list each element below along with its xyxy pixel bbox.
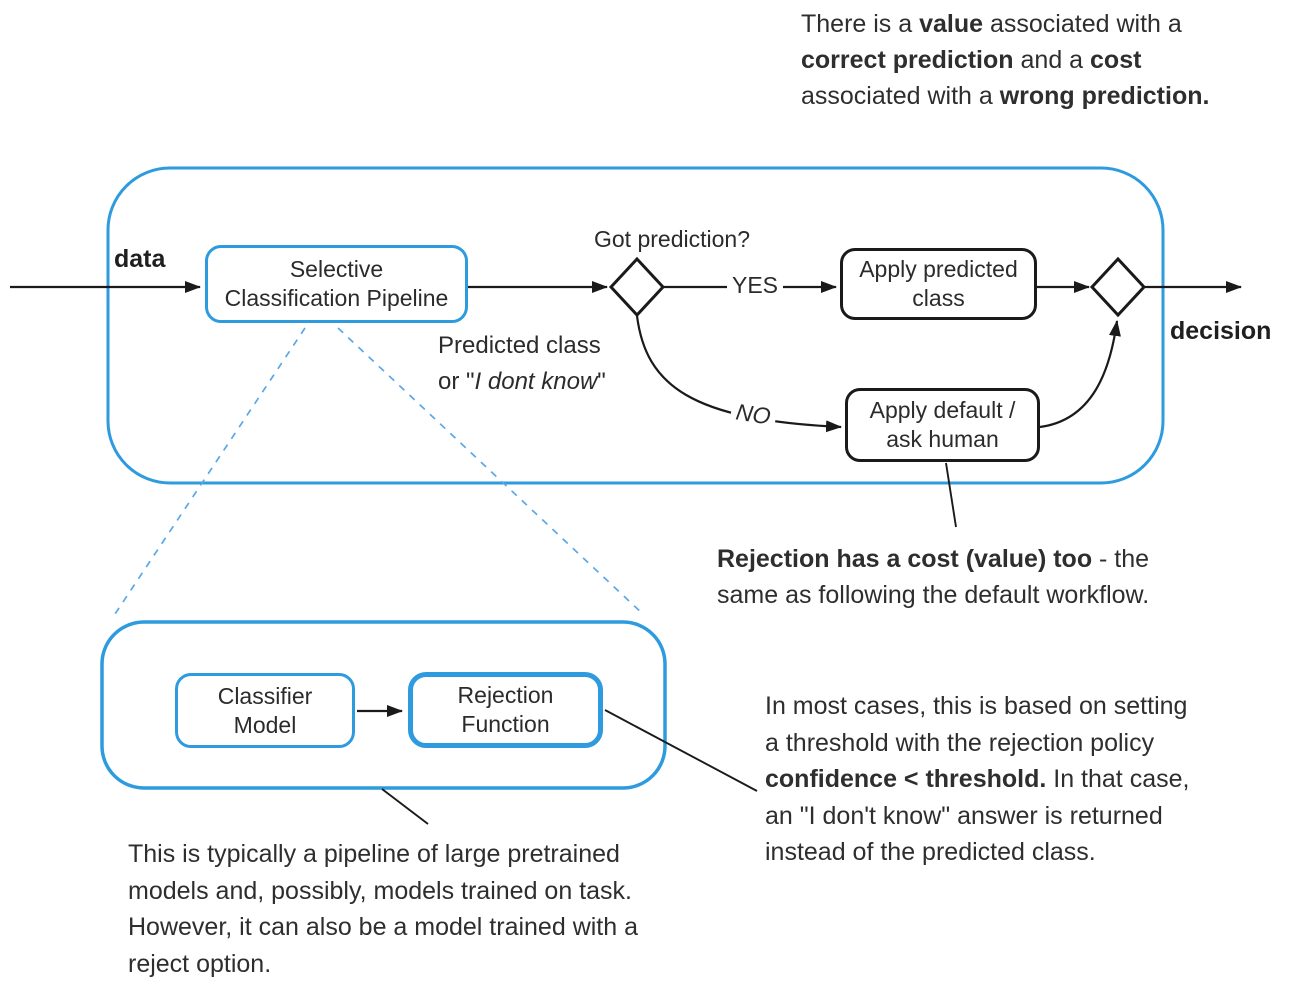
note-line: models and, possibly, models trained on task. — [128, 876, 632, 905]
note-line: However, it can also be a model trained with a — [128, 913, 638, 941]
note-line — [801, 6, 1209, 42]
note-threshold-policy — [765, 688, 1189, 871]
node-label-line: Apply default / — [869, 397, 1016, 423]
node-label-line: Classifier — [217, 682, 313, 709]
text-segment-bold: confidence < threshold. — [765, 765, 1047, 793]
node-selective-classification-pipeline — [205, 245, 468, 323]
arrow-default-to-merge — [1040, 321, 1117, 427]
node-label-line: ask human — [886, 426, 999, 452]
node-label-line: Rejection — [457, 682, 554, 708]
node-apply-default-ask-human — [845, 388, 1040, 462]
zoom-dashed-line-left — [113, 328, 305, 617]
node-label-line: Model — [233, 711, 297, 738]
note-line — [765, 761, 1189, 798]
text-segment: There is a — [801, 10, 920, 38]
node-label-line: Classification Pipeline — [224, 285, 449, 311]
note-line — [801, 42, 1209, 78]
text-segment-bold: Rejection has a cost (value) too — [717, 545, 1093, 573]
note-line: instead of the predicted class. — [765, 838, 1096, 866]
node-label-line: Apply predicted — [859, 256, 1018, 282]
note-line — [717, 541, 1149, 577]
predicted-class-line2-prefix: or " — [438, 368, 475, 395]
text-segment: associated with a — [983, 10, 1182, 38]
predicted-class-line1: Predicted class — [438, 332, 601, 359]
text-segment: - the — [1092, 545, 1150, 573]
text-segment-bold: value — [919, 10, 984, 38]
note-line: an "I don't know" answer is returned — [765, 801, 1163, 830]
predicted-class-line2-suffix: " — [597, 368, 606, 395]
label-yes: YES — [727, 272, 783, 299]
note-pipeline-detail — [128, 836, 638, 982]
predicted-class-line2-italic: I dont know — [474, 368, 598, 395]
node-label-line: Function — [461, 711, 550, 737]
label-data: data — [114, 245, 166, 273]
text-segment-bold: cost — [1090, 46, 1142, 74]
decision-diamond-got-prediction — [611, 259, 663, 315]
node-rejection-function — [408, 672, 603, 748]
note-line: This is typically a pipeline of large pretrained — [128, 840, 620, 868]
note-line: reject option. — [128, 949, 272, 978]
text-segment-bold: correct prediction — [801, 46, 1014, 74]
note-rejection-cost — [717, 541, 1149, 613]
note-line — [801, 78, 1209, 114]
label-no: NO — [729, 398, 777, 432]
node-label-line: Selective — [289, 256, 384, 282]
text-segment: and a — [1013, 46, 1091, 74]
node-label-line: class — [912, 285, 965, 311]
text-segment-bold: wrong prediction. — [999, 82, 1210, 110]
text-segment: In that case, — [1046, 765, 1190, 793]
leader-rejection-cost-note — [946, 463, 956, 527]
note-value-cost — [801, 6, 1209, 114]
note-line: a threshold with the rejection policy — [765, 728, 1155, 757]
node-apply-predicted-class — [840, 248, 1037, 320]
label-predicted-class-or-idk — [438, 328, 606, 400]
note-line: In most cases, this is based on setting — [765, 692, 1188, 720]
merge-diamond — [1092, 259, 1144, 315]
label-got-prediction: Got prediction? — [594, 226, 750, 252]
node-classifier-model — [175, 673, 355, 748]
predicted-class-line2 — [438, 364, 606, 400]
label-decision: decision — [1170, 317, 1272, 345]
text-segment: associated with a — [801, 82, 1000, 110]
leader-pipeline-detail-note — [382, 789, 428, 824]
note-line: same as following the default workflow. — [717, 581, 1150, 609]
